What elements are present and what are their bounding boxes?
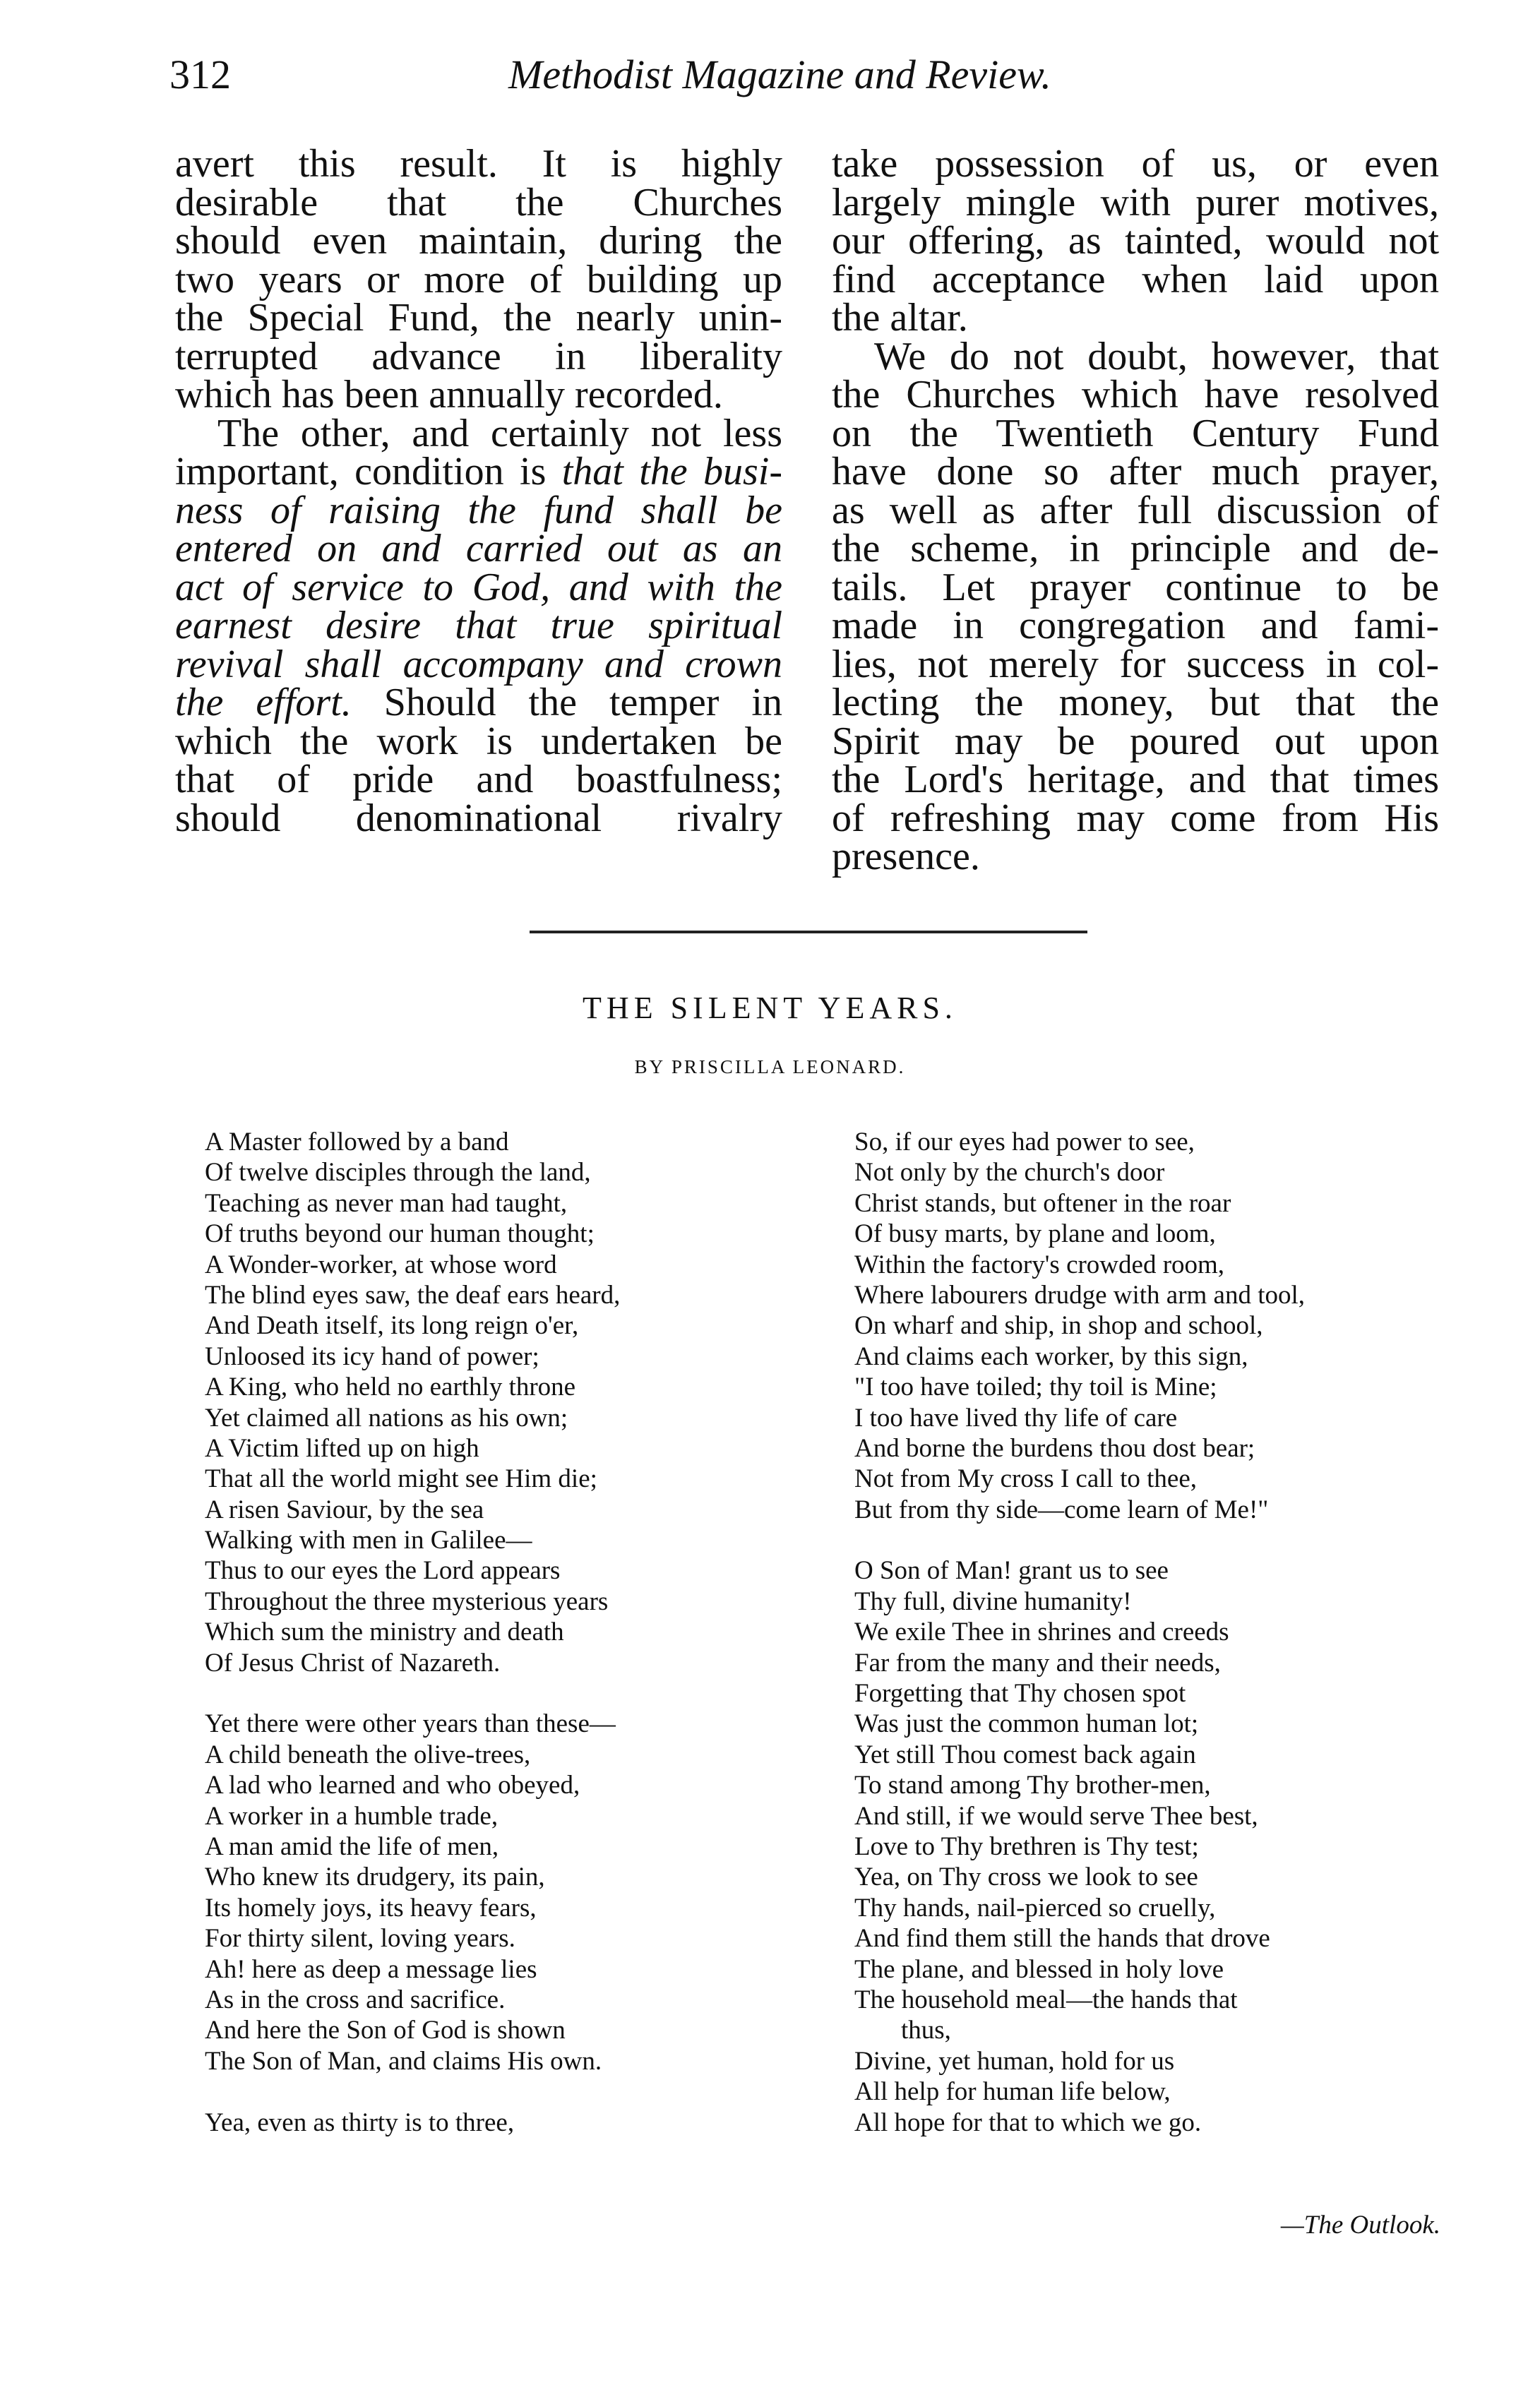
- verse-line: O Son of Man! grant us to see: [854, 1556, 1169, 1586]
- prose-italic-run: revival shall accompany and crown: [175, 642, 782, 686]
- prose-line: our offering, as tainted, would not: [832, 219, 1439, 263]
- prose-line: the scheme, in principle and de-: [832, 527, 1439, 570]
- prose-italic-run: earnest desire that true spiritual: [175, 604, 782, 647]
- prose-line: have done so after much prayer,: [832, 450, 1439, 494]
- prose-italic-run: entered on and carried out as an: [175, 527, 782, 570]
- verse-line: A man amid the life of men,: [205, 1831, 499, 1861]
- prose-line: tails. Let prayer continue to be: [832, 565, 1439, 609]
- verse-line: Throughout the three mysterious years: [205, 1586, 609, 1616]
- prose-line: We do not doubt, however, that: [874, 334, 1439, 378]
- prose-line: which the work is undertaken be: [175, 719, 782, 763]
- page-header: [169, 51, 1455, 107]
- prose-line: [175, 683, 782, 722]
- section-divider: [530, 931, 1087, 933]
- prose-line: Spirit may be poured out upon: [832, 719, 1439, 763]
- verse-line: The Son of Man, and claims His own.: [205, 2046, 602, 2076]
- verse-line: A King, who held no earthly throne: [205, 1373, 576, 1402]
- verse-line: Which sum the ministry and death: [205, 1618, 564, 1647]
- prose-italic-run: that the busi-: [561, 450, 783, 494]
- prose-line: [175, 606, 782, 645]
- verse-line: That all the world might see Him die;: [205, 1464, 597, 1494]
- poem-left-column: [205, 1127, 784, 2138]
- verse-line: The plane, and blessed in holy love: [854, 1954, 1224, 1984]
- verse-line: Who knew its drudgery, its pain,: [205, 1863, 545, 1892]
- verse-line: Yet claimed all nations as his own;: [205, 1403, 568, 1433]
- verse-line: A child beneath the olive-trees,: [205, 1740, 531, 1769]
- poem-byline: BY PRISCILLA LEONARD.: [634, 1056, 906, 1077]
- verse-line: Unloosed its icy hand of power;: [205, 1341, 539, 1371]
- verse-line: The blind eyes saw, the deaf ears heard,: [205, 1280, 621, 1310]
- verse-line: Not from My cross I call to thee,: [854, 1464, 1197, 1494]
- verse-line: Its homely joys, its heavy fears,: [205, 1893, 537, 1923]
- verse-line: Thy hands, nail-pierced so cruelly,: [854, 1893, 1216, 1923]
- verse-line: Love to Thy brethren is Thy test;: [854, 1831, 1199, 1861]
- verse-line: Thy full, divine humanity!: [854, 1586, 1132, 1616]
- prose-line: on the Twentieth Century Fund: [832, 411, 1439, 455]
- prose-line: should denominational rivalry: [175, 796, 782, 840]
- prose-line: [175, 450, 783, 494]
- prose-line: [175, 565, 782, 609]
- verse-line: All help for human life below,: [854, 2077, 1171, 2107]
- verse-line: Yet still Thou comest back again: [854, 1740, 1196, 1769]
- verse-line: Of busy marts, by plane and loom,: [854, 1219, 1216, 1249]
- prose-line: two years or more of building up: [175, 257, 782, 301]
- verse-line: For thirty silent, loving years.: [205, 1924, 515, 1954]
- verse-line: And borne the burdens thou dost bear;: [854, 1433, 1255, 1463]
- verse-line: "I too have toiled; thy toil is Mine;: [854, 1373, 1217, 1402]
- prose-line: which has been annually recorded.: [175, 373, 723, 417]
- verse-line: And Death itself, its long reign o'er,: [205, 1311, 579, 1341]
- prose-line: that of pride and boastfulness;: [175, 758, 782, 801]
- running-title: Methodist Magazine and Review.: [508, 52, 1051, 97]
- prose-roman-run: important, condition is: [175, 450, 562, 494]
- article-left-column: [175, 142, 783, 840]
- verse-line: On wharf and ship, in shop and school,: [854, 1311, 1263, 1341]
- prose-line: lecting the money, but that the: [832, 681, 1439, 724]
- verse-line: A lad who learned and who obeyed,: [205, 1771, 580, 1800]
- prose-line: terrupted advance in liberality: [175, 334, 782, 378]
- prose-line: of refreshing may come from His: [832, 796, 1439, 840]
- verse-line: Of truths beyond our human thought;: [205, 1219, 595, 1249]
- prose-roman-run: Should the temper in: [351, 681, 782, 724]
- stanza-break: [205, 1678, 784, 1709]
- verse-line: The household meal—the hands that: [854, 1985, 1238, 2014]
- page-number: 312: [169, 52, 231, 97]
- verse-line: All hope for that to which we go.: [854, 2108, 1202, 2137]
- prose-line: the Churches which have resolved: [832, 373, 1439, 417]
- verse-line: Thus to our eyes the Lord appears: [205, 1556, 561, 1586]
- prose-italic-run: ness of raising the fund shall be: [175, 488, 782, 532]
- verse-line: I too have lived thy life of care: [854, 1403, 1178, 1433]
- prose-line: should even maintain, during the: [175, 219, 782, 263]
- stanza-break: [854, 1525, 1448, 1555]
- prose-line: as well as after full discussion of: [832, 488, 1439, 532]
- poem-title: THE SILENT YEARS.: [583, 991, 957, 1025]
- prose-italic-run: act of service to God, and with the: [175, 565, 782, 609]
- verse-line: Yea, even as thirty is to three,: [205, 2108, 515, 2137]
- verse-line: So, if our eyes had power to see,: [854, 1128, 1195, 1156]
- prose-line: desirable that the Churches: [175, 180, 782, 225]
- prose-line: largely mingle with purer motives,: [832, 180, 1439, 225]
- verse-line: As in the cross and sacrifice.: [205, 1985, 506, 2014]
- verse-line: Was just the common human lot;: [854, 1709, 1199, 1739]
- verse-line: Within the factory's crowded room,: [854, 1250, 1225, 1279]
- poem-right-column: [854, 1127, 1448, 2138]
- verse-line: And still, if we would serve Thee best,: [854, 1801, 1258, 1831]
- verse-line: Yet there were other years than these—: [205, 1709, 616, 1739]
- verse-line: Divine, yet human, hold for us: [854, 2046, 1175, 2076]
- article-right-column: [832, 142, 1439, 878]
- verse-line: And claims each worker, by this sign,: [854, 1341, 1248, 1371]
- prose-italic-run: the effort.: [175, 681, 352, 724]
- prose-line: [175, 527, 782, 570]
- prose-line: presence.: [832, 835, 980, 878]
- verse-line: Teaching as never man had taught,: [205, 1188, 568, 1218]
- verse-line: A worker in a humble trade,: [205, 1801, 499, 1831]
- poem-attribution: —The Outlook.: [1280, 2211, 1440, 2240]
- prose-line: take possession of us, or even: [832, 142, 1439, 186]
- verse-line: A risen Saviour, by the sea: [205, 1495, 484, 1524]
- prose-line: [175, 488, 782, 532]
- verse-line: Of Jesus Christ of Nazareth.: [205, 1648, 501, 1678]
- prose-line: the Special Fund, the nearly unin-: [175, 296, 782, 340]
- verse-line: Yea, on Thy cross we look to see: [854, 1863, 1198, 1892]
- prose-line: the altar.: [832, 296, 968, 340]
- verse-line: Ah! here as deep a message lies: [205, 1954, 537, 1984]
- prose-line: avert this result. It is highly: [175, 142, 782, 186]
- verse-line: Walking with men in Galilee—: [205, 1526, 532, 1555]
- verse-line: A Wonder-worker, at whose word: [205, 1250, 557, 1279]
- prose-line: find acceptance when laid upon: [832, 257, 1439, 301]
- verse-line-continuation: thus,: [901, 2016, 951, 2045]
- verse-line: Far from the many and their needs,: [854, 1648, 1221, 1678]
- verse-line: A Master followed by a band: [205, 1128, 509, 1156]
- prose-line: [175, 642, 782, 686]
- prose-line: The other, and certainly not less: [217, 411, 782, 455]
- verse-line: But from thy side—come learn of Me!": [854, 1495, 1269, 1524]
- verse-line: Not only by the church's door: [854, 1158, 1165, 1188]
- prose-line: made in congregation and fami-: [832, 604, 1439, 647]
- stanza-break: [205, 2076, 784, 2107]
- verse-line: We exile Thee in shrines and creeds: [854, 1618, 1229, 1647]
- verse-line: And here the Son of God is shown: [205, 2016, 566, 2045]
- verse-line: Christ stands, but oftener in the roar: [854, 1188, 1231, 1218]
- prose-line: the Lord's heritage, and that times: [832, 758, 1439, 801]
- verse-line: Where labourers drudge with arm and tool,: [854, 1280, 1306, 1310]
- verse-line: Of twelve disciples through the land,: [205, 1158, 591, 1188]
- prose-line: lies, not merely for success in col-: [832, 642, 1439, 686]
- verse-line: A Victim lifted up on high: [205, 1433, 479, 1463]
- verse-line: And find them still the hands that drove: [854, 1924, 1270, 1954]
- verse-line: To stand among Thy brother-men,: [854, 1771, 1211, 1800]
- verse-line: Forgetting that Thy chosen spot: [854, 1679, 1186, 1709]
